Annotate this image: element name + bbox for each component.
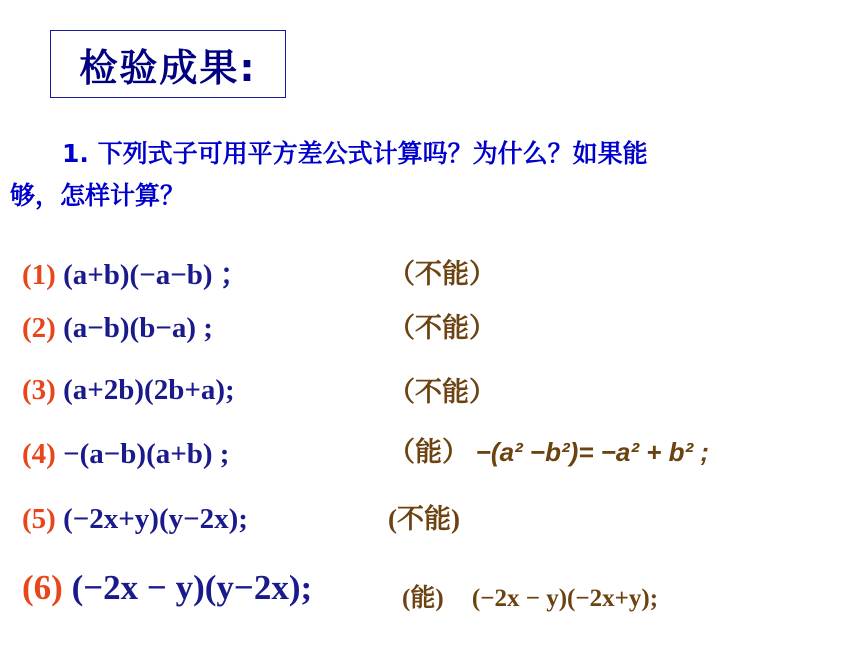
answer-label: (不能) [388,504,460,534]
answer-label: （不能） [388,259,496,289]
item-number: (3) [22,374,56,406]
item-1 [22,252,249,293]
item-6-answer [402,578,658,614]
item-expression: −(a−b)(a+b) ; [63,438,230,470]
item-2 [22,312,213,345]
answer-label: （不能） [388,313,496,343]
item-number: (1) [22,259,56,291]
item-number: (2) [22,312,56,344]
item-5-answer [388,497,460,536]
item-6 [22,568,312,608]
item-number: (5) [22,503,56,535]
answer-label: （能） [388,437,469,467]
item-number: (6) [22,568,63,607]
item-number: (4) [22,438,56,470]
item-expression: (a−b)(b−a) ; [63,312,213,344]
answer-result: −(a² −b²)= −a² + b² ; [475,437,710,467]
answer-label: （不能） [388,377,496,407]
answer-label: (能) [402,585,444,612]
title-box [50,30,286,98]
item-4-answer [388,430,709,469]
item-1-answer [388,252,496,291]
item-expression: (a+b)(−a−b) ； [63,259,249,291]
item-4 [22,438,229,471]
answer-result: (−2x − y)(−2x+y); [471,585,659,612]
item-3-answer [388,370,496,409]
item-5 [22,503,248,536]
question-text [10,133,850,217]
slide-title: 检验成果: [79,45,257,90]
item-expression: (−2x − y)(y−2x); [71,568,313,607]
item-2-answer [388,306,496,345]
question-line-1: 1. 下列式子可用平方差公式计算吗？为什么？如果能 [62,139,648,168]
item-3 [22,374,235,407]
item-expression: (−2x+y)(y−2x); [63,503,248,535]
question-line-2: 够，怎样计算？ [10,181,186,210]
item-expression: (a+2b)(2b+a); [63,374,235,406]
